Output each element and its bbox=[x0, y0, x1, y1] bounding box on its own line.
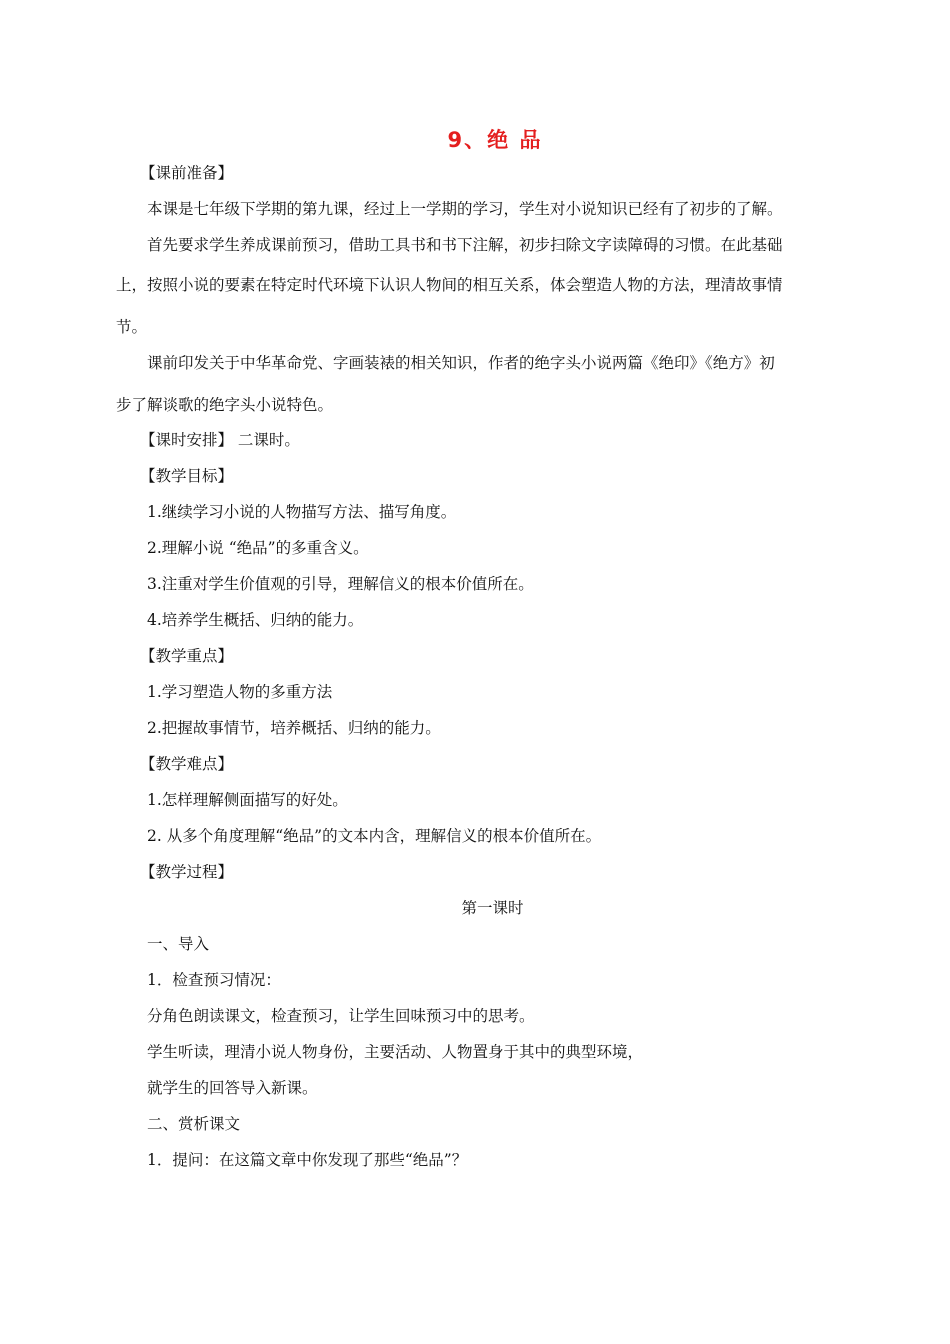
list-item: 1.学习塑造人物的多重方法 bbox=[147, 683, 333, 701]
list-item: 2.理解小说 “绝品”的多重含义。 bbox=[147, 539, 369, 557]
list-item: 1.继续学习小说的人物描写方法、描写角度。 bbox=[147, 503, 457, 521]
paragraph-line: 本课是七年级下学期的第九课，经过上一学期的学习，学生对小说知识已经有了初步的了解。 bbox=[147, 200, 783, 218]
list-item: 4.培养学生概括、归纳的能力。 bbox=[147, 611, 364, 629]
section-heading-process: 【教学过程】 bbox=[140, 863, 234, 881]
paragraph-line: 学生听读，理清小说人物身份，主要活动、人物置身于其中的典型环境， bbox=[147, 1043, 644, 1061]
paragraph-line: 分角色朗读课文，检查预习，让学生回味预习中的思考。 bbox=[147, 1007, 535, 1025]
paragraph-line: 步了解谈歌的绝字头小说特色。 bbox=[116, 396, 334, 414]
list-item: 2. 从多个角度理解“绝品”的文本内含，理解信义的根本价值所在。 bbox=[147, 827, 602, 845]
paragraph-line: 课前印发关于中华革命党、字画装裱的相关知识，作者的绝字头小说两篇《绝印》《绝方》初 bbox=[147, 354, 775, 372]
section-heading-objectives: 【教学目标】 bbox=[140, 467, 234, 485]
lesson-heading: 第一课时 bbox=[461, 899, 524, 917]
paragraph-line: 节。 bbox=[116, 318, 148, 336]
subsection-heading: 一、导入 bbox=[147, 935, 210, 953]
paragraph-line: 就学生的回答导入新课。 bbox=[147, 1079, 318, 1097]
list-item: 1.怎样理解侧面描写的好处。 bbox=[147, 791, 348, 809]
subsection-heading: 二、赏析课文 bbox=[147, 1115, 241, 1133]
section-heading-key-points: 【教学重点】 bbox=[140, 647, 234, 665]
document-title: 9、绝 品 bbox=[447, 128, 543, 152]
section-heading-preparation: 【课前准备】 bbox=[140, 164, 234, 182]
list-item: 1．检查预习情况： bbox=[147, 971, 281, 989]
section-heading-difficulties: 【教学难点】 bbox=[140, 755, 234, 773]
paragraph-line: 首先要求学生养成课前预习，借助工具书和书下注解，初步扫除文字读障碍的习惯。在此基础 bbox=[147, 236, 783, 254]
list-item: 2.把握故事情节，培养概括、归纳的能力。 bbox=[147, 719, 441, 737]
paragraph-line: 上，按照小说的要素在特定时代环境下认识人物间的相互关系，体会塑造人物的方法，理清故事情 bbox=[116, 276, 783, 294]
list-item: 3.注重对学生价值观的引导，理解信义的根本价值所在。 bbox=[147, 575, 534, 593]
section-heading-schedule: 【课时安排】 二课时。 bbox=[140, 431, 300, 449]
list-item: 1．提问：在这篇文章中你发现了那些“绝品”？ bbox=[147, 1151, 468, 1169]
